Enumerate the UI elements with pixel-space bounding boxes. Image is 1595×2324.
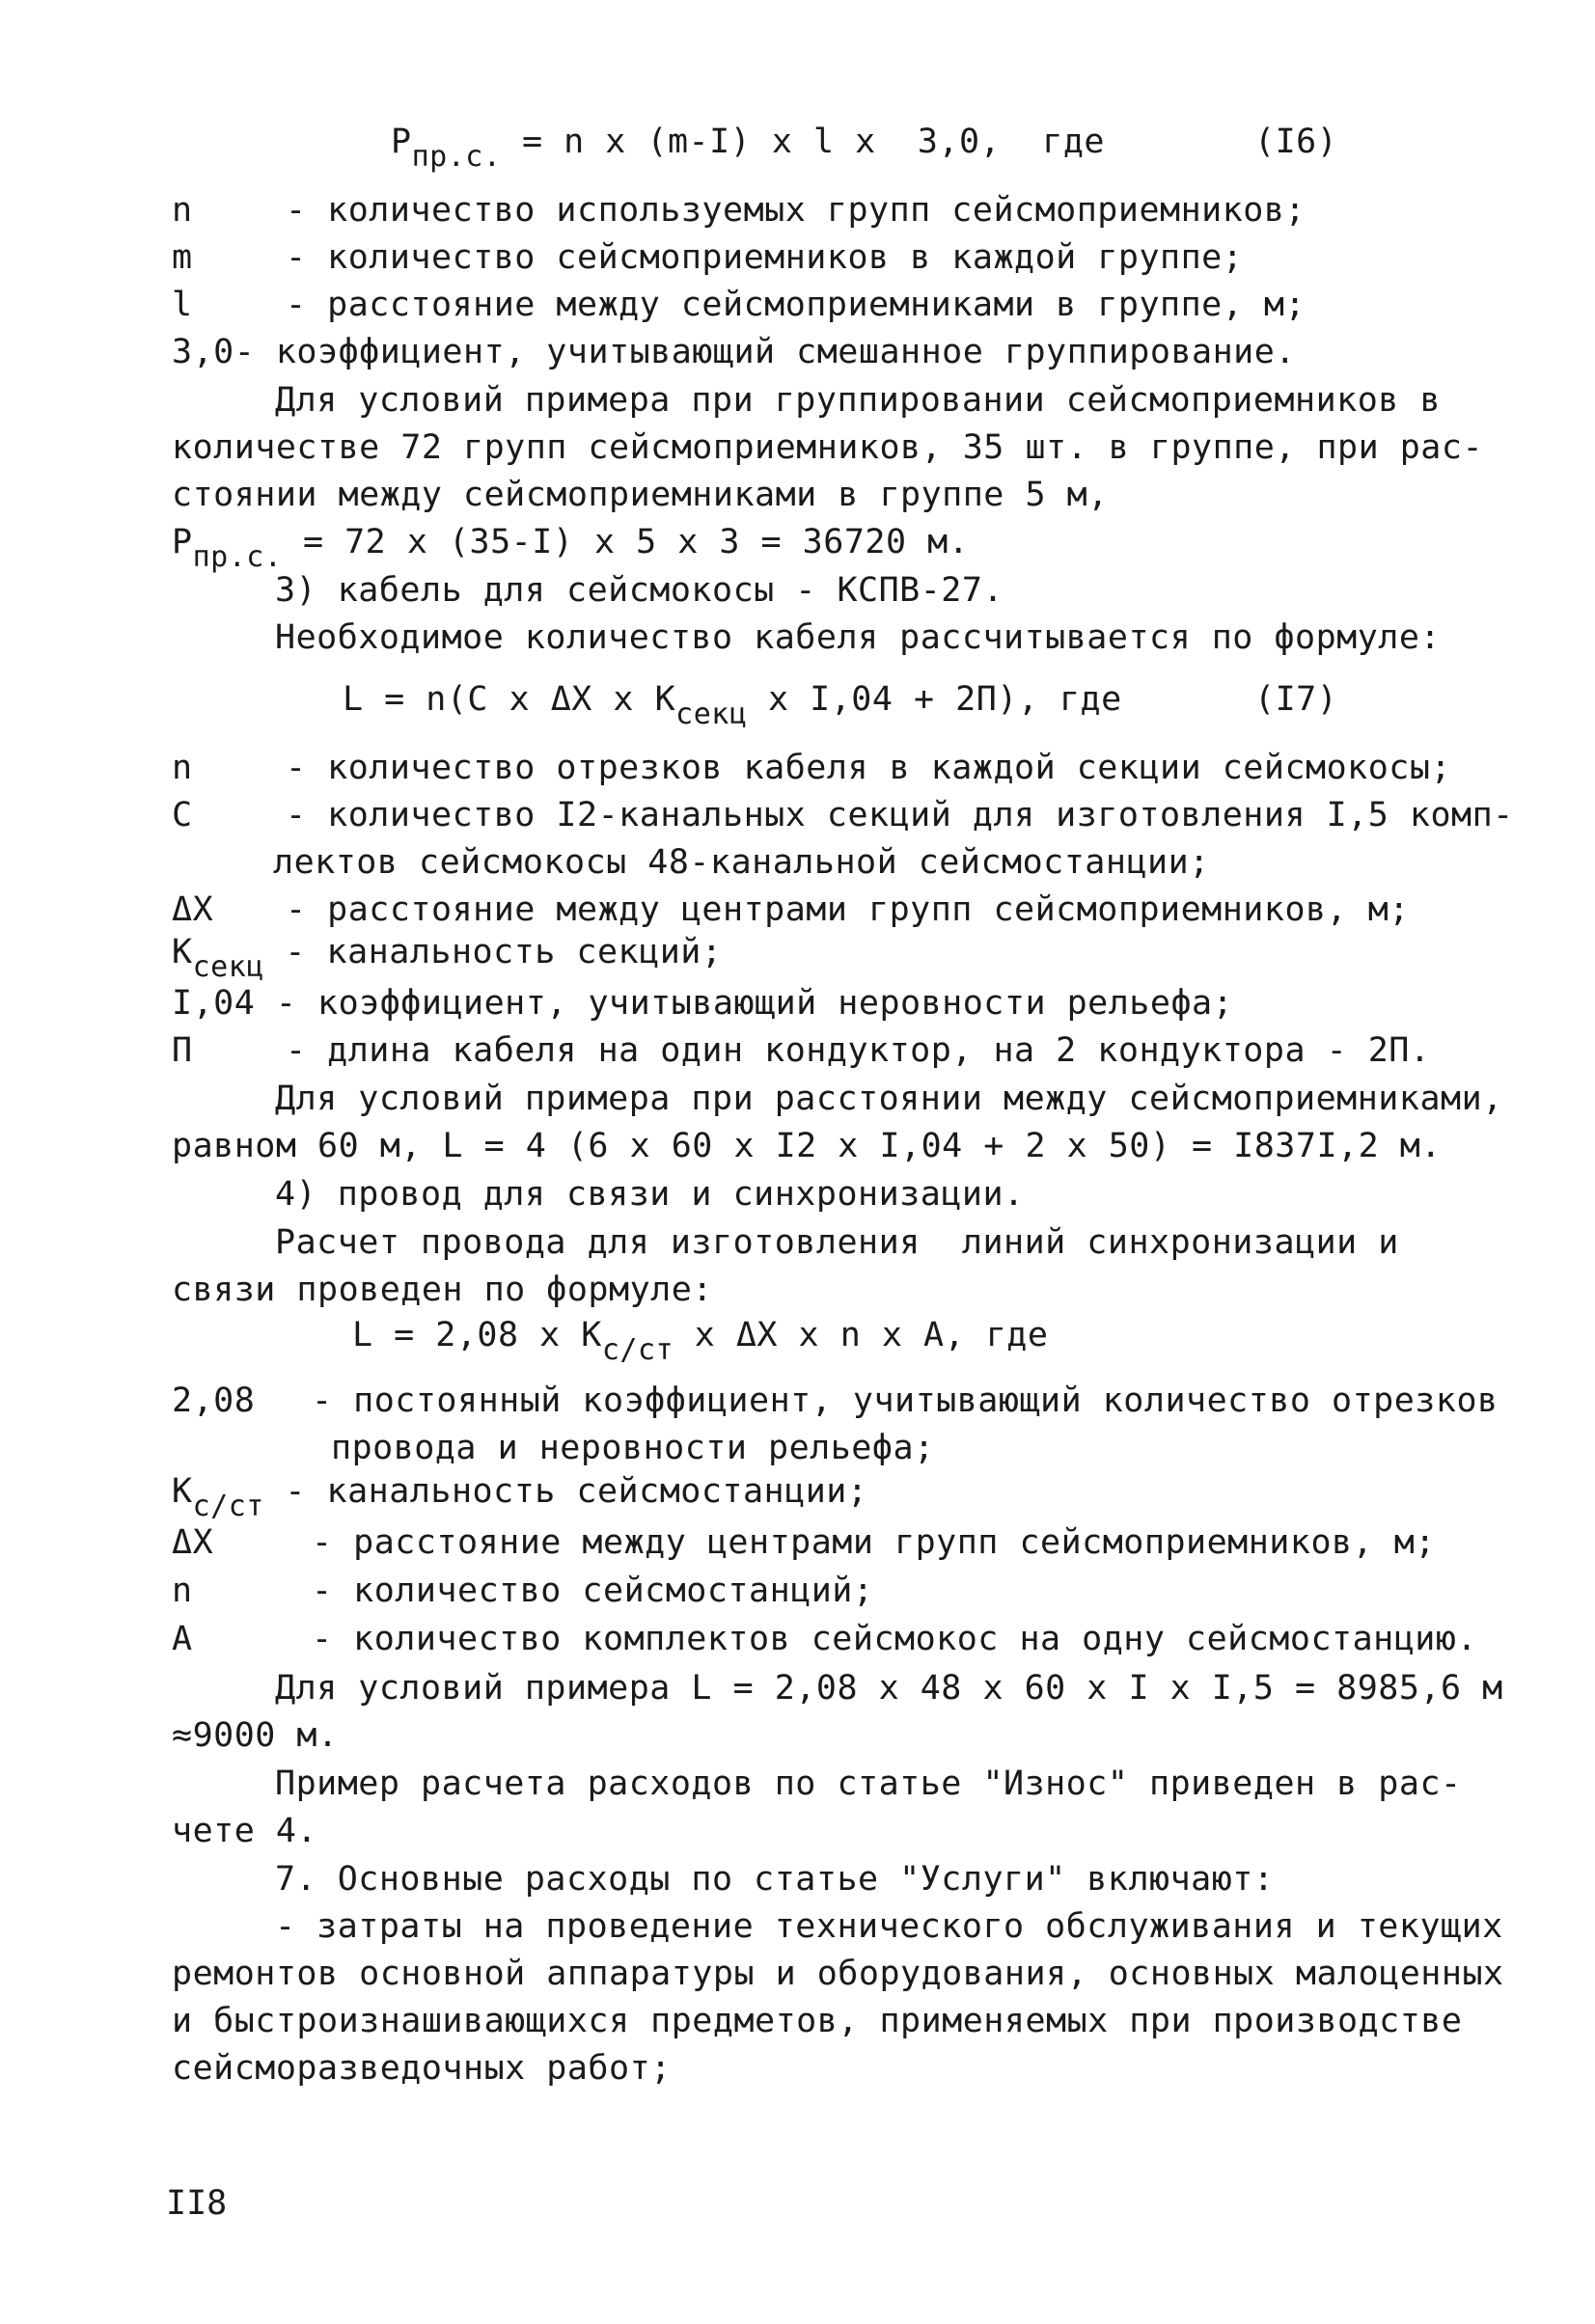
formula-16-expression: = n x (m-I) x l x 3,0, где xyxy=(501,123,1105,161)
definition-term: n xyxy=(172,1572,193,1610)
services-line3: ремонтов основной аппаратуры и оборудования, основных малоценных xyxy=(172,1955,1504,1993)
definition-text: - количество комплектов сейсмокос на одну сейсмостанцию. xyxy=(312,1620,1478,1658)
definition-term: C xyxy=(172,796,193,834)
wire-formula-part1: L = 2,08 x K xyxy=(352,1316,602,1354)
formula-16-symbol: P xyxy=(391,123,412,161)
definition-text: - канальность секций; xyxy=(263,933,723,971)
definition-text: - количество сейсмоприемников в каждой группе; xyxy=(286,238,1244,277)
definition-term: m xyxy=(172,238,193,277)
definition-text: - коэффициент, учитывающий неровности рельефа; xyxy=(255,984,1234,1023)
example-17-line1: Для условий примера при расстоянии между сейсмоприемниками, xyxy=(275,1080,1503,1118)
definition-term: K xyxy=(172,1472,193,1511)
example-wire-line2: ≈9000 м. xyxy=(172,1716,339,1755)
definition-text: - количество сейсмостанций; xyxy=(312,1572,874,1610)
formula-17-part2: x I,04 + 2П), где xyxy=(747,680,1122,719)
definition-text: - расстояние между сейсмоприемниками в группе, м; xyxy=(286,286,1306,324)
definition-17-n xyxy=(172,747,1451,789)
result-subscript: пр.с. xyxy=(192,540,283,574)
cable-heading: 3) кабель для сейсмокосы - КСПВ-27. xyxy=(275,571,1004,610)
wire-heading: 4) провод для связи и синхронизации. xyxy=(275,1175,1025,1214)
example-wire-line1: Для условий примера L = 2,08 x 48 x 60 x I x I,5 = 8985,6 м xyxy=(275,1669,1503,1708)
example-16-line1: Для условий примера при группировании сейсмоприемников в xyxy=(275,381,1442,420)
wire-formula-subscript: с/ст xyxy=(601,1333,674,1367)
wire-formula-part2: x ΔX x n x A, где xyxy=(674,1316,1049,1354)
definition-l xyxy=(172,284,1306,326)
definition-3-0 xyxy=(172,331,1296,373)
example-16-result xyxy=(172,521,970,574)
definition-wire-2-08-continued: провода и неровности рельефа; xyxy=(331,1429,935,1467)
definition-term: I,04 xyxy=(172,984,256,1023)
example-16-line3: стоянии между сейсмоприемниками в группе 5 м, xyxy=(172,476,1109,514)
example-17-line2: равном 60 м, L = 4 (6 x 60 x I2 x I,04 + 2 x 50) = I837I,2 м. xyxy=(172,1127,1442,1165)
services-heading: 7. Основные расходы по статье "Услуги" включают: xyxy=(275,1860,1275,1899)
definition-term: ΔX xyxy=(172,890,214,929)
definition-text: - канальность сейсмостанции; xyxy=(263,1472,868,1511)
definition-wire-delta-x xyxy=(172,1521,1436,1564)
definition-term-subscript: секц xyxy=(192,950,264,984)
definition-text: - количество I2-канальных секций для изготовления I,5 комп- xyxy=(286,796,1514,834)
definition-text: - расстояние между центрами групп сейсмоприемников, м; xyxy=(312,1523,1436,1562)
wear-line2: чете 4. xyxy=(172,1812,318,1850)
definition-text: - постоянный коэффициент, учитывающий количество отрезков xyxy=(312,1381,1499,1420)
formula-16 xyxy=(391,121,1105,174)
definition-wire-n xyxy=(172,1570,873,1612)
definition-term: n xyxy=(172,749,193,787)
definition-n xyxy=(172,189,1306,232)
page-number: II8 xyxy=(166,2184,228,2223)
wire-intro1: Расчет провода для изготовления линий синхронизации и xyxy=(275,1223,1399,1262)
definition-term-subscript: с/ст xyxy=(192,1490,264,1523)
definition-term: l xyxy=(172,286,193,324)
result-symbol: P xyxy=(172,523,193,561)
formula-17 xyxy=(343,678,1122,731)
definition-text: - длина кабеля на один кондуктор, на 2 кондуктора - 2П. xyxy=(286,1031,1431,1070)
services-line5: сейсморазведочных работ; xyxy=(172,2049,672,2088)
wear-line1: Пример расчета расходов по статье "Износ" приведен в рас- xyxy=(275,1764,1462,1803)
services-line2: - затраты на проведение технического обслуживания и текущих xyxy=(275,1907,1503,1946)
definition-term: 2,08 xyxy=(172,1381,256,1420)
example-16-line2: количестве 72 групп сейсмоприемников, 35 шт. в группе, при рас- xyxy=(172,428,1484,467)
definition-term: A xyxy=(172,1620,193,1658)
definition-term: П xyxy=(172,1031,193,1070)
definition-term: ΔX xyxy=(172,1523,214,1562)
definition-text: - количество используемых групп сейсмоприемников; xyxy=(286,191,1306,230)
definition-text: - коэффициент, учитывающий смешанное группирование. xyxy=(234,333,1296,371)
definition-term: n xyxy=(172,191,193,230)
wire-formula xyxy=(352,1314,1049,1367)
formula-16-subscript: пр.с. xyxy=(411,140,502,174)
definition-17-c xyxy=(172,794,1514,836)
definition-text: - количество отрезков кабеля в каждой секции сейсмокосы; xyxy=(286,749,1452,787)
formula-17-number: (I7) xyxy=(1254,680,1338,719)
definition-text: - расстояние между центрами групп сейсмоприемников, м; xyxy=(286,890,1410,929)
cable-intro: Необходимое количество кабеля рассчитывается по формуле: xyxy=(275,618,1442,657)
definition-17-1-04 xyxy=(172,982,1233,1025)
definition-17-delta-x xyxy=(172,889,1410,931)
definition-term: 3,0 xyxy=(172,333,234,371)
definition-17-c-continued: лектов сейсмокосы 48-канальной сейсмостанции; xyxy=(273,843,1210,882)
services-line4: и быстроизнашивающихся предметов, применяемых при производстве xyxy=(172,2002,1463,2040)
formula-16-number: (I6) xyxy=(1254,123,1338,161)
definition-wire-k-sst xyxy=(172,1470,868,1523)
definition-m xyxy=(172,236,1243,279)
result-expression: = 72 x (35-I) x 5 x 3 = 36720 м. xyxy=(282,523,970,561)
definition-17-p xyxy=(172,1029,1430,1072)
wire-intro2: связи проведен по формуле: xyxy=(172,1271,713,1309)
formula-17-part1: L = n(C x ΔX x K xyxy=(343,680,676,719)
formula-17-subscript: секц xyxy=(675,697,748,731)
definition-17-k-sekc xyxy=(172,931,723,984)
definition-term: K xyxy=(172,933,193,971)
definition-wire-a xyxy=(172,1618,1477,1660)
definition-wire-2-08 xyxy=(172,1380,1499,1422)
